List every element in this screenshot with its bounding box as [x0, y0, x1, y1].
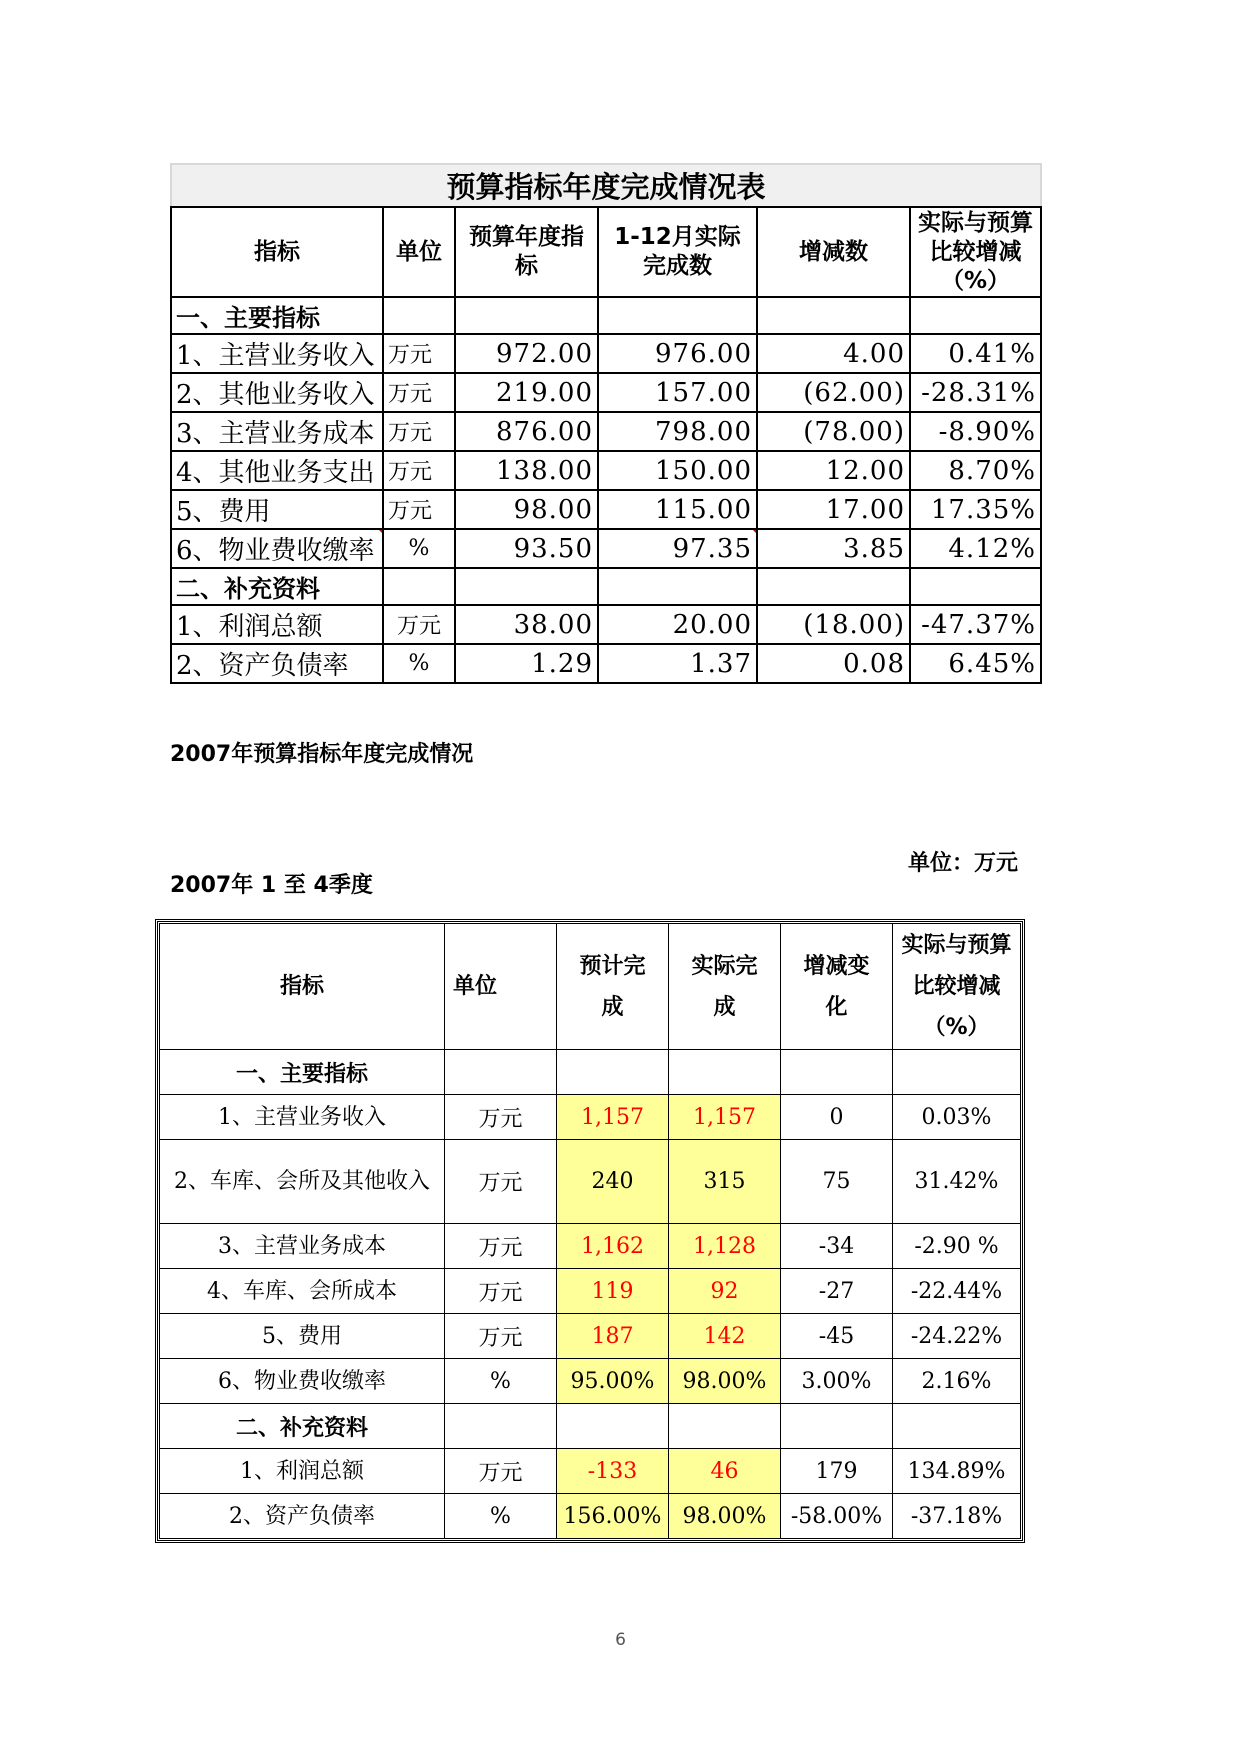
period-label: 2007年 1 至 4季度 [170, 873, 373, 898]
row-budget: 38.00 [455, 605, 598, 644]
row-change: (18.00) [757, 605, 910, 644]
row-budget: 219.00 [455, 373, 598, 412]
row-actual: 976.00 [598, 334, 757, 373]
row-budget: 98.00 [455, 490, 598, 529]
table-row [160, 1494, 1021, 1539]
row-forecast: -133 [557, 1449, 669, 1494]
section-row [160, 1050, 1021, 1095]
row-unit: 万元 [383, 412, 455, 451]
row-change-pct: 17.35% [910, 490, 1041, 529]
row-actual: 115.00 [598, 490, 757, 529]
table-row [171, 412, 1041, 451]
row-actual: 20.00 [598, 605, 757, 644]
header-change: 增减变化 [781, 924, 893, 1050]
row-change-pct: 134.89% [893, 1449, 1021, 1494]
row-actual: 1,128 [669, 1224, 781, 1269]
header-unit: 单位 [383, 207, 455, 297]
table-title: 预算指标年度完成情况表 [171, 164, 1041, 207]
row-label: 1、利润总额 [171, 605, 383, 644]
row-actual: 98.00% [669, 1359, 781, 1404]
table-row [160, 1314, 1021, 1359]
row-actual: 46 [669, 1449, 781, 1494]
row-change: 12.00 [757, 451, 910, 490]
section-row [160, 1404, 1021, 1449]
row-change: 17.00 [757, 490, 910, 529]
row-label: 5、费用 [171, 490, 383, 529]
row-actual: 150.00 [598, 451, 757, 490]
row-change: -58.00% [781, 1494, 893, 1539]
row-unit: % [445, 1494, 557, 1539]
row-label: 4、车库、会所成本 [160, 1269, 445, 1314]
row-budget: 93.50 [455, 529, 598, 568]
row-change-pct: 6.45% [910, 644, 1041, 683]
table-row [160, 1140, 1021, 1224]
table-row [160, 1224, 1021, 1269]
row-change: -27 [781, 1269, 893, 1314]
row-unit: % [383, 644, 455, 683]
row-actual: 1,157 [669, 1095, 781, 1140]
header-actual: 1-12月实际完成数 [598, 207, 757, 297]
row-budget: 876.00 [455, 412, 598, 451]
row-budget: 972.00 [455, 334, 598, 373]
row-forecast: 1,157 [557, 1095, 669, 1140]
row-change-pct: -8.90% [910, 412, 1041, 451]
row-change: -45 [781, 1314, 893, 1359]
header-actual: 实际完成 [669, 924, 781, 1050]
row-change-pct: -28.31% [910, 373, 1041, 412]
row-change-pct: 2.16% [893, 1359, 1021, 1404]
row-change: 0.08 [757, 644, 910, 683]
row-label: 2、车库、会所及其他收入 [160, 1140, 445, 1224]
row-actual: 142 [669, 1314, 781, 1359]
row-label: 1、主营业务收入 [160, 1095, 445, 1140]
row-label: 2、资产负债率 [171, 644, 383, 683]
row-label: 5、费用 [160, 1314, 445, 1359]
table-row [171, 605, 1041, 644]
page-number: 6 [615, 1630, 626, 1650]
row-unit: % [445, 1359, 557, 1404]
row-forecast: 156.00% [557, 1494, 669, 1539]
table-row [160, 1359, 1021, 1404]
row-actual: 315 [669, 1140, 781, 1224]
row-change-pct: -37.18% [893, 1494, 1021, 1539]
table-row [160, 1449, 1021, 1494]
section-row [171, 297, 1041, 334]
row-change-pct: -2.90 % [893, 1224, 1021, 1269]
row-change: 0 [781, 1095, 893, 1140]
table-row [171, 451, 1041, 490]
section-label: 一、主要指标 [171, 297, 383, 334]
row-actual: 98.00% [669, 1494, 781, 1539]
table-header-row [160, 924, 1021, 1050]
section-label: 二、补充资料 [171, 568, 383, 605]
row-label: 1、主营业务收入 [171, 334, 383, 373]
header-change: 增减数 [757, 207, 910, 297]
row-label: 1、利润总额 [160, 1449, 445, 1494]
section-label: 一、主要指标 [160, 1050, 445, 1095]
row-change-pct: 0.03% [893, 1095, 1021, 1140]
row-change-pct: 31.42% [893, 1140, 1021, 1224]
row-change: (78.00) [757, 412, 910, 451]
row-change-pct: 4.12% [910, 529, 1041, 568]
row-unit: 万元 [445, 1314, 557, 1359]
section-heading: 2007年预算指标年度完成情况 [170, 742, 474, 767]
row-label: 4、其他业务支出 [171, 451, 383, 490]
row-budget: 1.29 [455, 644, 598, 683]
row-forecast: 119 [557, 1269, 669, 1314]
row-unit: 万元 [383, 373, 455, 412]
row-unit: 万元 [445, 1224, 557, 1269]
row-forecast: 187 [557, 1314, 669, 1359]
row-actual: 97.35 [598, 529, 757, 568]
row-label: 3、主营业务成本 [160, 1224, 445, 1269]
row-unit: 万元 [383, 334, 455, 373]
row-actual: 798.00 [598, 412, 757, 451]
quarterly-table-frame [155, 919, 1025, 1543]
row-unit: 万元 [383, 451, 455, 490]
row-unit: 万元 [445, 1095, 557, 1140]
table-header-row [171, 207, 1041, 297]
unit-note: 单位：万元 [908, 851, 1019, 876]
row-change-pct: 8.70% [910, 451, 1041, 490]
row-forecast: 1,162 [557, 1224, 669, 1269]
budget-completion-table [170, 163, 1042, 684]
row-change: 3.85 [757, 529, 910, 568]
row-change-pct: -22.44% [893, 1269, 1021, 1314]
row-forecast: 240 [557, 1140, 669, 1224]
section-row [171, 568, 1041, 605]
table-row [171, 334, 1041, 373]
header-change-pct: 实际与预算比较增减（%） [910, 207, 1041, 297]
row-actual: 157.00 [598, 373, 757, 412]
section-label: 二、补充资料 [160, 1404, 445, 1449]
row-change: (62.00) [757, 373, 910, 412]
row-label: 2、资产负债率 [160, 1494, 445, 1539]
row-label: 3、主营业务成本 [171, 412, 383, 451]
row-change-pct: -47.37% [910, 605, 1041, 644]
row-change-pct: 0.41% [910, 334, 1041, 373]
header-change-pct: 实际与预算比较增减（%） [893, 924, 1021, 1050]
row-change: -34 [781, 1224, 893, 1269]
table-row [160, 1269, 1021, 1314]
row-change-pct: -24.22% [893, 1314, 1021, 1359]
quarterly-completion-table [159, 923, 1021, 1539]
table-row [160, 1095, 1021, 1140]
table-row [171, 373, 1041, 412]
row-unit: % [383, 529, 455, 568]
row-change: 75 [781, 1140, 893, 1224]
row-change: 179 [781, 1449, 893, 1494]
row-actual: 92 [669, 1269, 781, 1314]
row-label: 6、物业费收缴率 [171, 529, 383, 568]
row-label: 2、其他业务收入 [171, 373, 383, 412]
table-row [171, 490, 1041, 529]
row-unit: 万元 [383, 490, 455, 529]
row-unit: 万元 [445, 1269, 557, 1314]
row-change: 3.00% [781, 1359, 893, 1404]
row-change: 4.00 [757, 334, 910, 373]
header-indicator: 指标 [171, 207, 383, 297]
header-budget: 预算年度指标 [455, 207, 598, 297]
header-unit: 单位 [445, 924, 557, 1050]
table-row [171, 644, 1041, 683]
row-label: 6、物业费收缴率 [160, 1359, 445, 1404]
row-unit: 万元 [383, 605, 455, 644]
table-row [171, 529, 1041, 568]
row-forecast: 95.00% [557, 1359, 669, 1404]
header-indicator: 指标 [160, 924, 445, 1050]
row-actual: 1.37 [598, 644, 757, 683]
row-unit: 万元 [445, 1140, 557, 1224]
row-budget: 138.00 [455, 451, 598, 490]
row-unit: 万元 [445, 1449, 557, 1494]
header-forecast: 预计完成 [557, 924, 669, 1050]
